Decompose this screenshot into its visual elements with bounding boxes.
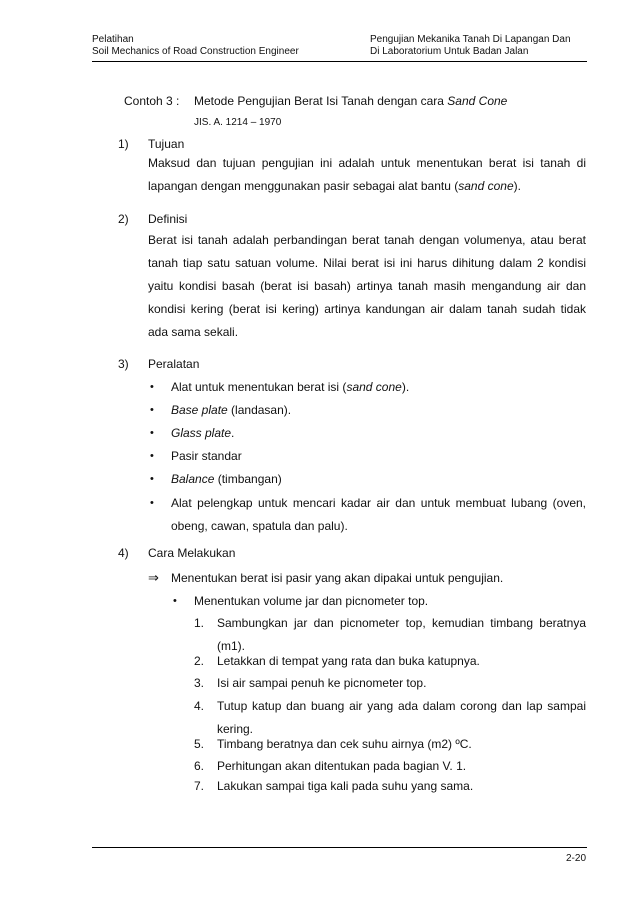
step-number: 6. bbox=[194, 759, 205, 773]
header-left-line2: Soil Mechanics of Road Construction Engineer bbox=[92, 46, 299, 57]
equipment-item-6 bbox=[171, 492, 586, 538]
equipment-item-3-italic: Glass plate bbox=[171, 426, 232, 440]
header-right-line1: Pengujian Mekanika Tanah Di Lapangan Dan bbox=[370, 34, 571, 45]
step-4-line1: Tutup katup dan buang air yang ada dalam corong dan lap sampai bbox=[217, 699, 586, 713]
bullet-icon: • bbox=[150, 497, 154, 509]
header-left bbox=[92, 34, 299, 58]
step-4-line2: kering. bbox=[217, 722, 254, 736]
implies-arrow-icon: ⇒ bbox=[148, 570, 159, 585]
section-1-line2-suffix: ). bbox=[513, 179, 521, 193]
equipment-item-1-italic: sand cone bbox=[346, 380, 402, 394]
section-1-line2-prefix: lapangan dengan menggunakan pasir sebagai alat bantu ( bbox=[148, 179, 459, 193]
step-number: 3. bbox=[194, 676, 205, 690]
footer-rule bbox=[92, 847, 587, 848]
step-number: 4. bbox=[194, 699, 205, 713]
equipment-item-1 bbox=[171, 380, 409, 395]
bullet-icon: • bbox=[150, 427, 154, 439]
section-2-line: kondisi kering (berat isi kering) artinya kandungan air dalam tanah sudah tidak bbox=[148, 302, 586, 316]
equipment-item-5 bbox=[171, 472, 282, 487]
example-title-prefix: Metode Pengujian Berat Isi Tanah dengan cara bbox=[194, 94, 448, 108]
step-text bbox=[217, 612, 586, 658]
section-1-line2 bbox=[148, 175, 586, 198]
section-1-line2-italic: sand cone bbox=[458, 179, 514, 193]
procedure-arrow-text: Menentukan berat isi pasir yang akan dipakai untuk pengujian. bbox=[171, 571, 504, 585]
equipment-item-3 bbox=[171, 426, 234, 441]
example-standard: JIS. A. 1214 – 1970 bbox=[194, 117, 282, 128]
step-text: Timbang beratnya dan cek suhu airnya (m2) ºC. bbox=[217, 737, 472, 751]
section-1-paragraph bbox=[148, 152, 586, 198]
section-1-heading: Tujuan bbox=[148, 137, 185, 151]
step-1-line2: (m1). bbox=[217, 639, 245, 653]
step-number: 7. bbox=[194, 779, 205, 793]
equipment-item-4: Pasir standar bbox=[171, 449, 242, 463]
procedure-sub-bullet: Menentukan volume jar dan picnometer top. bbox=[194, 594, 429, 608]
bullet-icon: • bbox=[150, 381, 154, 393]
example-title bbox=[194, 94, 507, 109]
step-text: Isi air sampai penuh ke picnometer top. bbox=[217, 676, 427, 690]
header-left-line1: Pelatihan bbox=[92, 34, 134, 45]
bullet-icon: • bbox=[150, 404, 154, 416]
section-2-line: tanah tiap satu satuan volume. Nilai berat isi ini harus dihitung dalam 2 kondisi bbox=[148, 256, 586, 270]
bullet-icon: • bbox=[150, 450, 154, 462]
section-3-number: 3) bbox=[118, 357, 129, 371]
step-text: Letakkan di tempat yang rata dan buka katupnya. bbox=[217, 654, 480, 668]
section-1-line1: Maksud dan tujuan pengujian ini adalah untuk menentukan berat isi tanah di bbox=[148, 156, 586, 170]
section-2-line: yaitu kondisi basah (berat isi basah) artinya tanah masih mengandung air dan bbox=[148, 279, 586, 293]
equipment-item-3-suffix: . bbox=[231, 426, 235, 440]
step-number: 2. bbox=[194, 654, 205, 668]
equipment-item-6-line1: Alat pelengkap untuk mencari kadar air dan untuk membuat lubang (oven, bbox=[171, 496, 586, 510]
page-number: 2-20 bbox=[565, 853, 586, 864]
equipment-item-2-suffix: (landasan). bbox=[227, 403, 292, 417]
example-title-italic: Sand Cone bbox=[447, 94, 508, 108]
step-number: 5. bbox=[194, 737, 205, 751]
step-1-line1: Sambungkan jar dan picnometer top, kemudian timbang beratnya bbox=[217, 616, 586, 630]
step-number: 1. bbox=[194, 616, 205, 630]
equipment-item-2-italic: Base plate bbox=[171, 403, 228, 417]
section-4-number: 4) bbox=[118, 546, 129, 560]
equipment-item-2 bbox=[171, 403, 291, 418]
section-1-number: 1) bbox=[118, 137, 129, 151]
header-rule bbox=[92, 61, 587, 62]
step-text: Lakukan sampai tiga kali pada suhu yang sama. bbox=[217, 779, 474, 793]
section-2-line: Berat isi tanah adalah perbandingan berat tanah dengan volumenya, atau berat bbox=[148, 233, 586, 247]
bullet-icon: • bbox=[173, 595, 177, 607]
equipment-item-5-italic: Balance bbox=[171, 472, 215, 486]
header-right-line2: Di Laboratorium Untuk Badan Jalan bbox=[370, 46, 529, 57]
equipment-item-1-suffix: ). bbox=[401, 380, 410, 394]
section-2-line: ada sama sekali. bbox=[148, 325, 239, 339]
header-right bbox=[370, 34, 571, 58]
bullet-icon: • bbox=[150, 473, 154, 485]
section-2-heading: Definisi bbox=[148, 212, 188, 226]
section-3-heading: Peralatan bbox=[148, 357, 200, 371]
step-text: Perhitungan akan ditentukan pada bagian V. 1. bbox=[217, 759, 467, 773]
section-2-paragraph bbox=[148, 229, 586, 344]
equipment-item-1-prefix: Alat untuk menentukan berat isi ( bbox=[171, 380, 347, 394]
example-label: Contoh 3 : bbox=[124, 94, 180, 108]
section-2-number: 2) bbox=[118, 212, 129, 226]
section-4-heading: Cara Melakukan bbox=[148, 546, 236, 560]
equipment-item-6-line2: obeng, cawan, spatula dan palu). bbox=[171, 519, 348, 533]
equipment-item-5-suffix: (timbangan) bbox=[214, 472, 282, 486]
step-text bbox=[217, 695, 586, 741]
